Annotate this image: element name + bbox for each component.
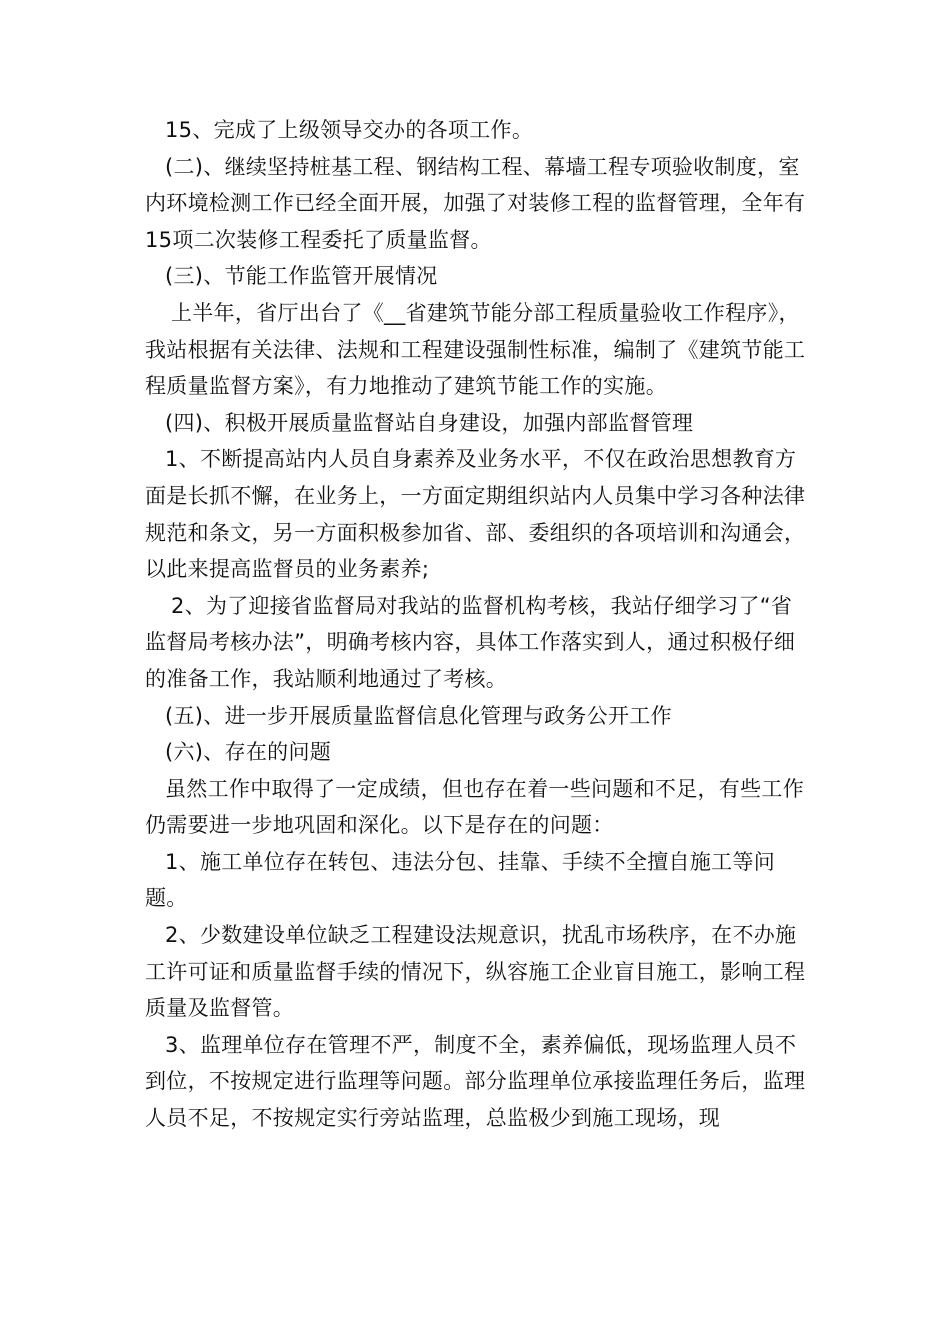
paragraph-item-15: 15、完成了上级领导交办的各项工作。 [165, 118, 534, 142]
paragraph-section-2: (二)、继续坚持桩基工程、钢结构工程、幕墙工程专项验收制度，室内环境检测工作已经全面开展，加强了对装修工程的监督管理，全年有15项二次装修工程委托了质量监督。 [145, 154, 806, 252]
paragraph-item-2-assessment: 2、为了迎接省监督局对我站的监督机构考核，我站仔细学习了“省监督局考核办法”，明确考核内容，具体工作落实到人，通过积极仔细的准备工作，我站顺利地通过了考核。 [145, 593, 796, 691]
paragraph-section-5-heading: (五)、进一步开展质量监督信息化管理与政务公开工作 [165, 703, 672, 728]
document-body [145, 112, 810, 1137]
paragraph-item-1-training: 1、不断提高站内人员自身素养及业务水平，不仅在政治思想教育方面是长抓不懈，在业务上，一方面定期组织站内人员集中学习各种法律规范和条文，另一方面积极参加省、部、委组织的各项培训和沟通会，以此来提高监督员的业务素养; [145, 447, 806, 582]
paragraph-energy-saving: 上半年，省厅出台了《__省建筑节能分部工程质量验收工作程序》，我站根据有关法律、法规和工程建设强制性标准，编制了《建筑节能工程质量监督方案》，有力地推动了建筑节能工作的实施。 [145, 300, 806, 399]
paragraph-section-4-heading: (四)、积极开展质量监督站自身建设，加强内部监督管理 [165, 410, 694, 435]
paragraph-problem-3: 3、监理单位存在管理不严，制度不全，素养偏低，现场监理人员不到位，不按规定进行监理等问题。部分监理单位承接监理任务后，监理人员不足，不按规定实行旁站监理，总监极少到施工现场，现 [145, 1032, 806, 1131]
paragraph-problem-2: 2、少数建设单位缺乏工程建设法规意识，扰乱市场秩序，在不办施工许可证和质量监督手续的情况下，纵容施工企业盲目施工，影响工程质量及监督管。 [145, 923, 806, 1021]
paragraph-problem-1: 1、施工单位存在转包、违法分包、挂靠、手续不全擅自施工等问题。 [145, 849, 776, 911]
paragraph-section-3-heading: (三)、节能工作监管开展情况 [165, 264, 438, 289]
paragraph-problems-intro: 虽然工作中取得了一定成绩，但也存在着一些问题和不足，有些工作仍需要进一步地巩固和深化。以下是存在的问题： [145, 776, 804, 838]
paragraph-section-6-heading: (六)、存在的问题 [165, 740, 332, 765]
